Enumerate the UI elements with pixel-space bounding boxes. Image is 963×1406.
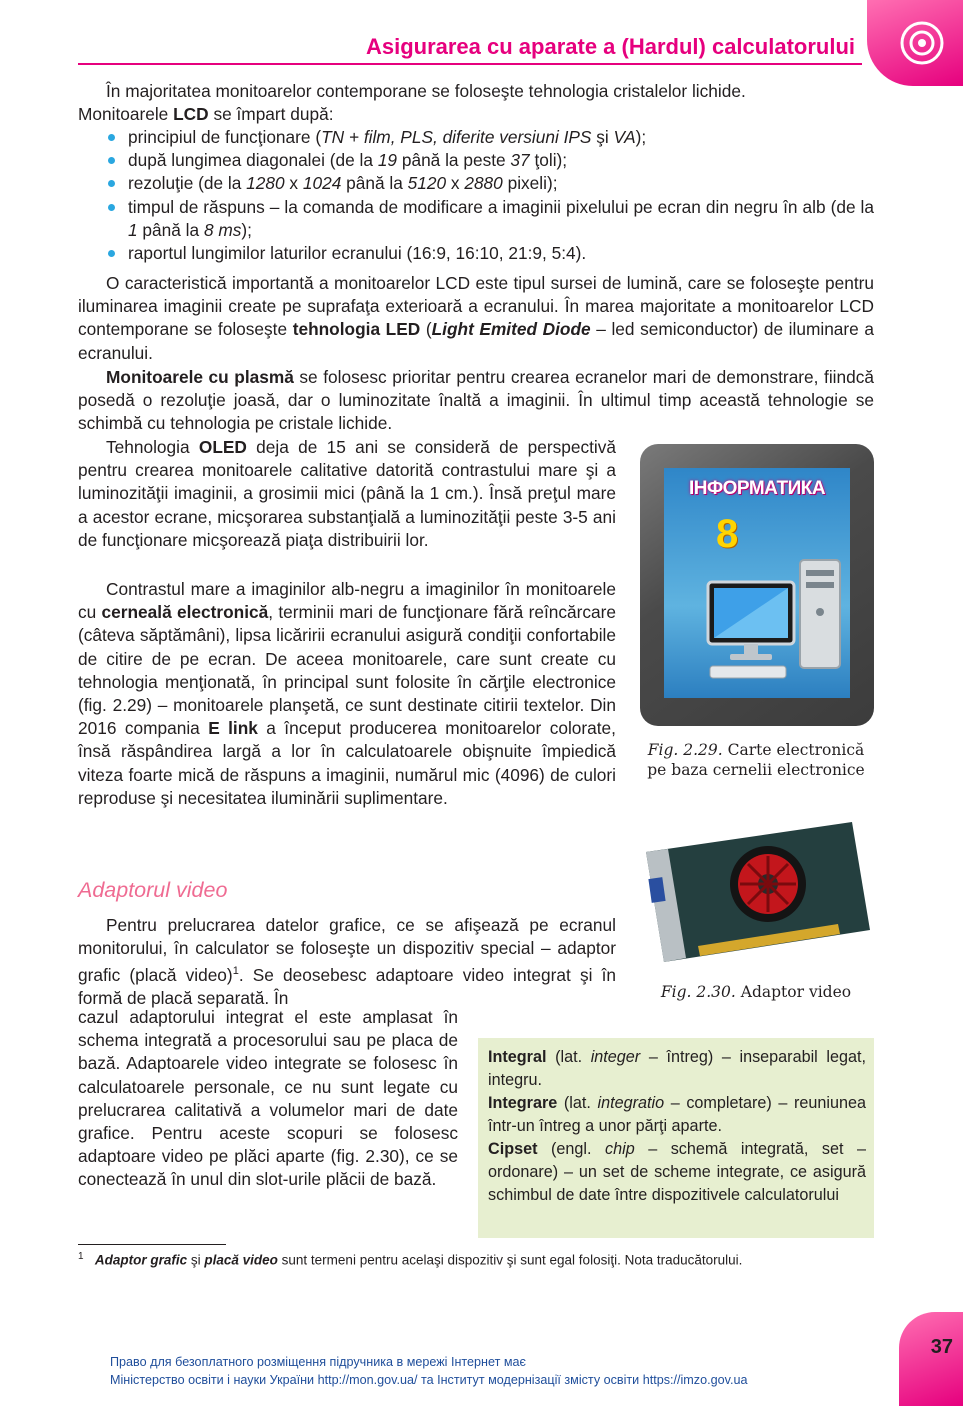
glossary-entry-cipset: Cipset (engl. chip – schemă integrată, set – ordonare) – un set de scheme integrate, ce asigură schimbul de date între dispozitivele calculatorului bbox=[488, 1140, 866, 1204]
figure-2-30-caption: Fig. 2.30. Adaptor video bbox=[660, 983, 852, 1001]
eink-paragraph: Contrastul mare a imaginilor alb-negru a imaginilor în monitoarele cu cerneală electronică, terminii mari de funcţionare fără reîncărcare (câteva săptămâni), lipsa licăririi ecranului asigură condiţii confortabile de citire de pe ecran. De aceea monitoarele, care sunt create cu tehnologia menţionată, în principal sunt folosite în cărţile electronice (fig. 2.29) – monitoarele planşetă, ce sunt destinate citirii textelor. Din 2016 compania E link a început producerea monitoarelor colorate, însă răspândirea largă a lor în calculatoarele obişnuite împiedică viteza foarte mică de răspuns a imaginii, numărul mic (4096) de culori reproduse şi necesitatea iluminării suplimentare. bbox=[78, 579, 616, 808]
integrated-adapter-paragraph: cazul adaptorului integrat el este amplasat în schema integrată a procesorului sau pe placa de bază. Adaptoarele video integrate se folosesc în calculatoarele personale, ce nu sunt legate cu prelucrarea calitativă a volumelor mari de date grafice. Pentru aceste scopuri se folosesc adaptoare video pe plăci aparte (fig. 2.30), ce se conectează în unul din slot-urile plăcii de bază. bbox=[78, 1007, 458, 1190]
oled-paragraph: Tehnologia OLED deja de 15 ani se consideră de perspectivă pentru crearea monitoarele calitative datorită contrastului mare şi a luminozităţii imaginii, a grosimii mici (până la 1 cm.). Însă preţul mare a acestor ecrane, micşorarea substanţială a luminozităţii peste 3-5 ani de funcţionare micşorează piaţa distribuirii lor. bbox=[78, 437, 616, 550]
list-item: rezoluţie (de la 1280 x 1024 până la 5120 x 2880 pixeli); bbox=[78, 172, 874, 195]
glossary-box bbox=[478, 1038, 874, 1238]
footer-rights-line: Право для безоплатного розміщення підручника в мережі Інтернет має bbox=[110, 1355, 526, 1369]
lcd-classification-list bbox=[78, 126, 874, 265]
section-title: Adaptorul video bbox=[78, 878, 228, 902]
intro-paragraph: În majoritatea monitoarelor contemporane se foloseşte tehnologia cristalelor lichide. Monitoarele LCD se împart după: bbox=[78, 81, 746, 125]
book-cover-title: ІНФОРМАТИКА bbox=[688, 478, 826, 499]
footer-sources-line: Міністерство освіти і науки України http://mon.gov.ua/ та Інститут модернізації змісту освіти https://imzo.gov.ua bbox=[110, 1373, 748, 1387]
page-number-tab bbox=[899, 1312, 963, 1406]
glossary-entry-integral: Integral (lat. integer – întreg) – inseparabil legat, integru. bbox=[488, 1048, 866, 1089]
computer-illustration bbox=[700, 542, 850, 692]
video-adapter-paragraph: Pentru prelucrarea datelor grafice, ce se afişează pe ecranul monitorului, în calculator se foloseşte un dispozitiv special – adaptor grafic (placă video)$^1$. Se deosebesc adaptoare video integrat şi în formă de placă separată. În bbox=[78, 915, 616, 1009]
led-paragraph: O caracteristică importantă a monitoarelor LCD este tipul sursei de lumină, care se foloseşte pentru iluminarea imaginii create pe suprafaţa exterioară a ecranului. În marea majoritate a monitoarelor LCD contemporane se foloseşte tehnologia LED (Light Emited Diode – led semiconductor) de iluminare a ecranului. bbox=[78, 273, 874, 363]
video-adapter-image bbox=[638, 818, 874, 966]
glossary-entry-integrare: Integrare (lat. integratio – completare) – reuniunea într-un întreg a unor părţi aparte. bbox=[488, 1094, 867, 1135]
figure-2-29-caption: Fig. 2.29. Carte electronică pe baza cernelii electronice bbox=[647, 741, 865, 779]
book-cover-grade: 8 bbox=[716, 512, 739, 556]
plasma-paragraph: Monitoarele cu plasmă se folosesc prioritar pentru crearea ecranelor mari de demonstrare, fiindcă posedă o rezoluţie joasă, dar o luminozitate înaltă a imaginii. În ultimul timp această tehnologie se schimbă cu tehnologia pe cristale lichide. bbox=[78, 367, 874, 434]
disc-icon bbox=[899, 20, 945, 66]
ereader-screen bbox=[664, 468, 850, 698]
footnote: $^1$ Adaptor grafic şi placă video sunt termeni pentru acelaşi dispozitiv şi sunt egal folosiţi. Nota traducătorului. bbox=[78, 1251, 743, 1268]
header-rule bbox=[78, 63, 862, 65]
footnote-rule bbox=[78, 1244, 226, 1245]
list-item: raportul lungimilor laturilor ecranului (16:9, 16:10, 21:9, 5:4). bbox=[78, 242, 874, 265]
ereader-image bbox=[640, 444, 874, 726]
page-number: 37 bbox=[930, 1336, 953, 1358]
list-item: principiul de funcţionare (TN + film, PLS, diferite versiuni IPS şi VA); bbox=[78, 126, 874, 149]
list-item: timpul de răspuns – la comanda de modificare a imaginii pixelului pe ecran din negru în alb (de la 1 până la 8 ms); bbox=[78, 196, 874, 242]
list-item: după lungimea diagonalei (de la 19 până la peste 37 ţoli); bbox=[78, 149, 874, 172]
running-title: Asigurarea cu aparate a (Hardul) calculatorului bbox=[365, 34, 855, 59]
